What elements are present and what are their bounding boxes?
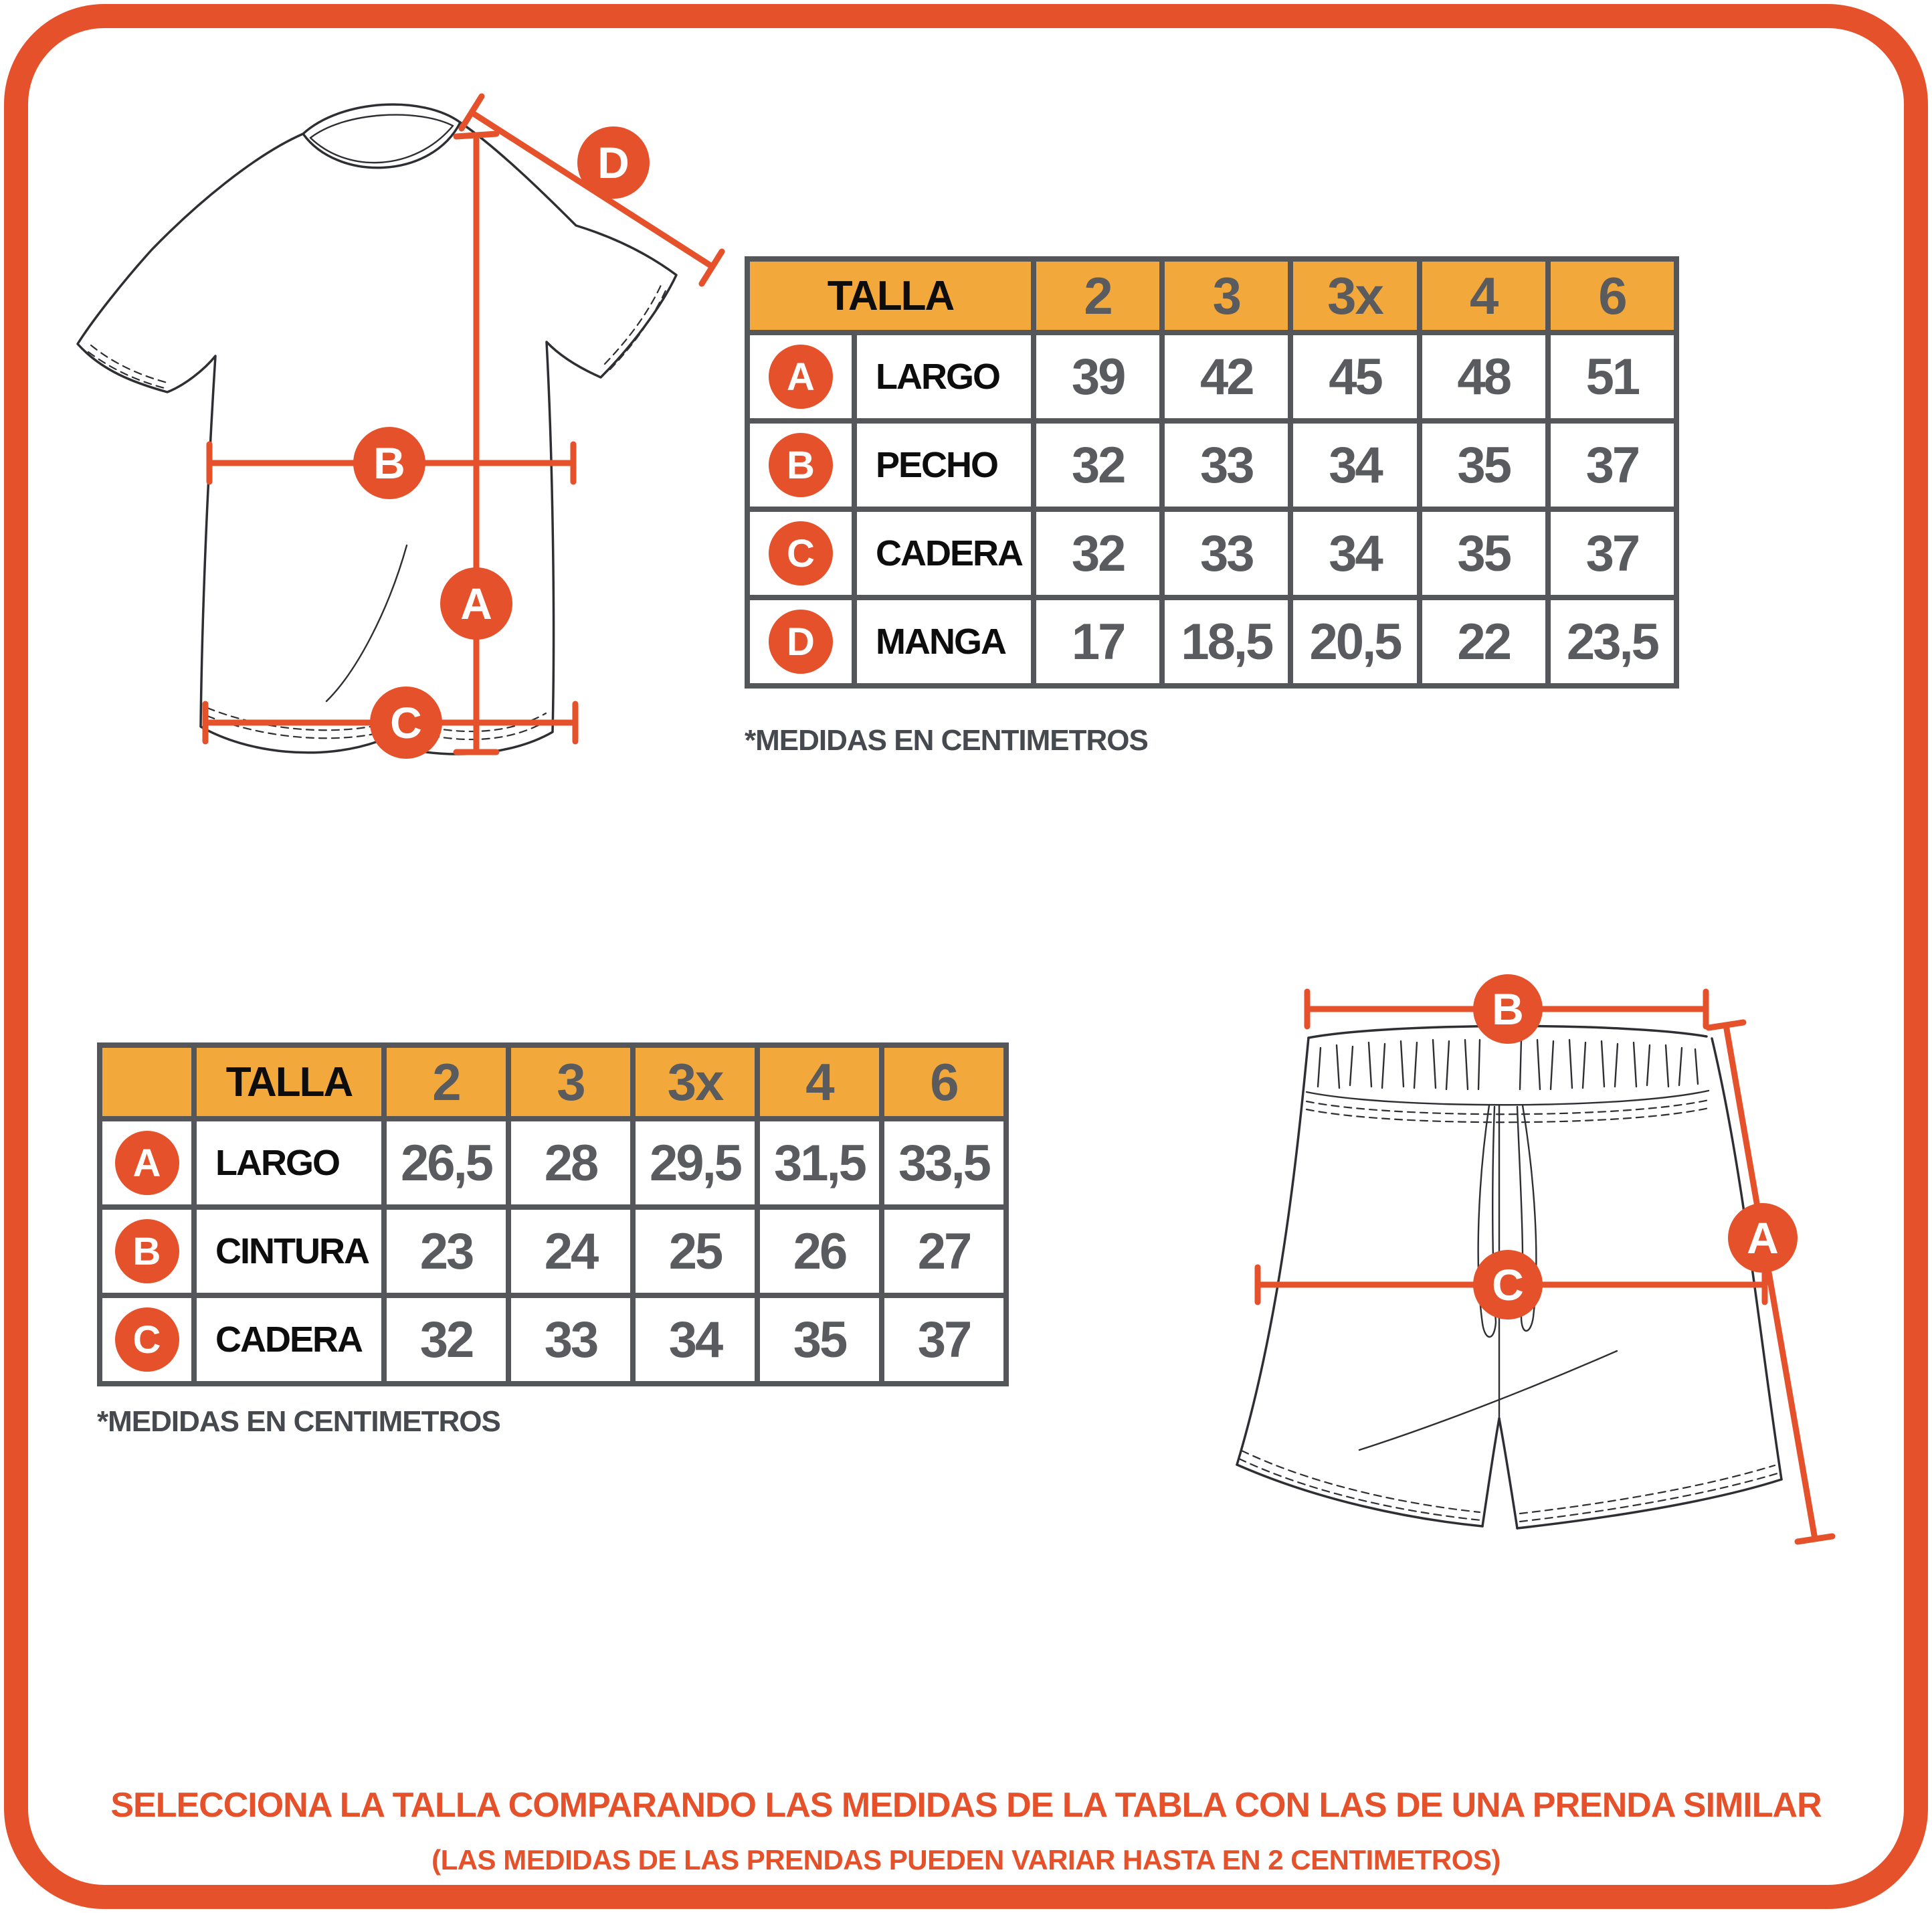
measure-value: 28 <box>511 1121 630 1204</box>
size-column-header: 3 <box>1165 262 1288 330</box>
measure-value: 17 <box>1036 600 1159 683</box>
shorts-diagram <box>1177 950 1893 1559</box>
measure-value: 33 <box>511 1298 630 1381</box>
measure-label: LARGO <box>197 1121 381 1204</box>
measure-letter-badge: C <box>769 521 833 585</box>
measure-value: 18,5 <box>1165 600 1288 683</box>
size-column-header: 4 <box>760 1048 879 1116</box>
measure-value: 24 <box>511 1210 630 1293</box>
collar-inner-rim <box>310 115 453 138</box>
measure-value: 32 <box>1036 424 1159 507</box>
measure-value: 27 <box>884 1210 1003 1293</box>
measure-value: 29,5 <box>636 1121 755 1204</box>
size-column-header: 3 <box>511 1048 630 1116</box>
measure-letter-cell <box>750 600 852 683</box>
measure-tick <box>702 252 722 284</box>
size-column-header: 4 <box>1422 262 1545 330</box>
measure-letter-badge: B <box>115 1219 179 1283</box>
measurement-unit-note: *MEDIDAS EN CENTIMETROS <box>97 1405 500 1438</box>
hem-stitch <box>1520 1465 1775 1514</box>
measure-value: 22 <box>1422 600 1545 683</box>
measure-value: 26 <box>760 1210 879 1293</box>
measure-label: CINTURA <box>197 1210 381 1293</box>
measure-value: 37 <box>1551 512 1674 595</box>
measure-letter-cell <box>750 335 852 418</box>
measure-value: 34 <box>1293 512 1416 595</box>
size-column-header: 6 <box>1551 262 1674 330</box>
measure-letter-badge: B <box>769 433 833 497</box>
waistband-elastic-texture <box>1318 1040 1698 1089</box>
measure-value: 35 <box>760 1298 879 1381</box>
hem-stitch <box>1239 1459 1481 1520</box>
measure-value: 51 <box>1551 335 1674 418</box>
marker-c-letter: C <box>1492 1260 1524 1309</box>
marker-c-letter: C <box>390 698 422 747</box>
measure-tick <box>1798 1536 1832 1542</box>
measure-value: 48 <box>1422 335 1545 418</box>
measure-tick <box>462 96 482 128</box>
measure-value: 37 <box>884 1298 1003 1381</box>
waistband-stitch <box>1307 1100 1709 1114</box>
measure-value: 25 <box>636 1210 755 1293</box>
measure-letter-cell <box>102 1298 191 1381</box>
measure-value: 34 <box>1293 424 1416 507</box>
measure-label: MANGA <box>857 600 1031 683</box>
table-header-corner <box>102 1048 191 1116</box>
size-column-header: 6 <box>884 1048 1003 1116</box>
measure-value: 31,5 <box>760 1121 879 1204</box>
size-column-header: 3x <box>1293 262 1416 330</box>
measure-value: 33 <box>1165 512 1288 595</box>
measure-letter-cell <box>750 512 852 595</box>
size-selection-instruction: SELECCIONA LA TALLA COMPARANDO LAS MEDIDAS DE LA TABLA CON LAS DE UNA PRENDA SIMILAR <box>110 1786 1822 1825</box>
shorts-size-table <box>97 1042 1009 1386</box>
shorts-hem-right <box>1517 1479 1781 1528</box>
measure-label: LARGO <box>857 335 1031 418</box>
measure-tick <box>456 134 496 136</box>
measure-letter-cell <box>102 1121 191 1204</box>
measure-letter-badge: A <box>115 1131 179 1195</box>
size-column-header: 2 <box>387 1048 506 1116</box>
measure-letter-badge: C <box>115 1307 179 1372</box>
measure-value: 45 <box>1293 335 1416 418</box>
measure-value: 33 <box>1165 424 1288 507</box>
measure-value: 26,5 <box>387 1121 506 1204</box>
measure-value: 32 <box>387 1298 506 1381</box>
shirt-size-table <box>745 256 1679 689</box>
measure-value: 37 <box>1551 424 1674 507</box>
measure-label: CADERA <box>857 512 1031 595</box>
size-tolerance-note: (LAS MEDIDAS DE LAS PRENDAS PUEDEN VARIAR HASTA EN 2 CENTIMETROS) <box>431 1844 1501 1876</box>
measure-value: 39 <box>1036 335 1159 418</box>
shorts-inner-left-leg <box>1482 1419 1499 1526</box>
left-sleeve-stitch <box>88 352 165 388</box>
measure-value: 35 <box>1422 424 1545 507</box>
table-header-talla: TALLA <box>750 262 1031 330</box>
marker-a-letter: A <box>1747 1213 1779 1263</box>
measure-value: 23 <box>387 1210 506 1293</box>
measure-label: CADERA <box>197 1298 381 1381</box>
measure-value: 34 <box>636 1298 755 1381</box>
measure-letter-cell <box>750 424 852 507</box>
fabric-fold-line <box>1359 1351 1617 1450</box>
waistband-bottom <box>1307 1091 1709 1105</box>
measure-value: 32 <box>1036 512 1159 595</box>
measure-letter-badge: A <box>769 345 833 409</box>
tshirt-diagram <box>40 54 776 803</box>
shorts-inner-right-leg <box>1499 1419 1517 1528</box>
right-sleeve-stitch <box>605 282 662 364</box>
shorts-outline-left <box>1237 1038 1309 1465</box>
measure-value: 35 <box>1422 512 1545 595</box>
marker-b-letter: B <box>1492 984 1524 1034</box>
fabric-wrinkle <box>326 545 407 701</box>
size-column-header: 3x <box>636 1048 755 1116</box>
measure-label: PECHO <box>857 424 1031 507</box>
measure-value: 23,5 <box>1551 600 1674 683</box>
marker-d-letter: D <box>597 138 630 187</box>
measure-letter-cell <box>102 1210 191 1293</box>
marker-b-letter: B <box>373 438 405 488</box>
measure-value: 33,5 <box>884 1121 1003 1204</box>
measurement-unit-note: *MEDIDAS EN CENTIMETROS <box>745 724 1148 757</box>
marker-a-letter: A <box>460 579 492 628</box>
table-header-talla: TALLA <box>197 1048 381 1116</box>
size-column-header: 2 <box>1036 262 1159 330</box>
waistband-stitch <box>1307 1108 1709 1122</box>
measure-value: 20,5 <box>1293 600 1416 683</box>
hem-stitch <box>1520 1473 1777 1522</box>
measure-tick <box>1709 1022 1743 1028</box>
measure-letter-badge: D <box>769 610 833 674</box>
measure-value: 42 <box>1165 335 1288 418</box>
